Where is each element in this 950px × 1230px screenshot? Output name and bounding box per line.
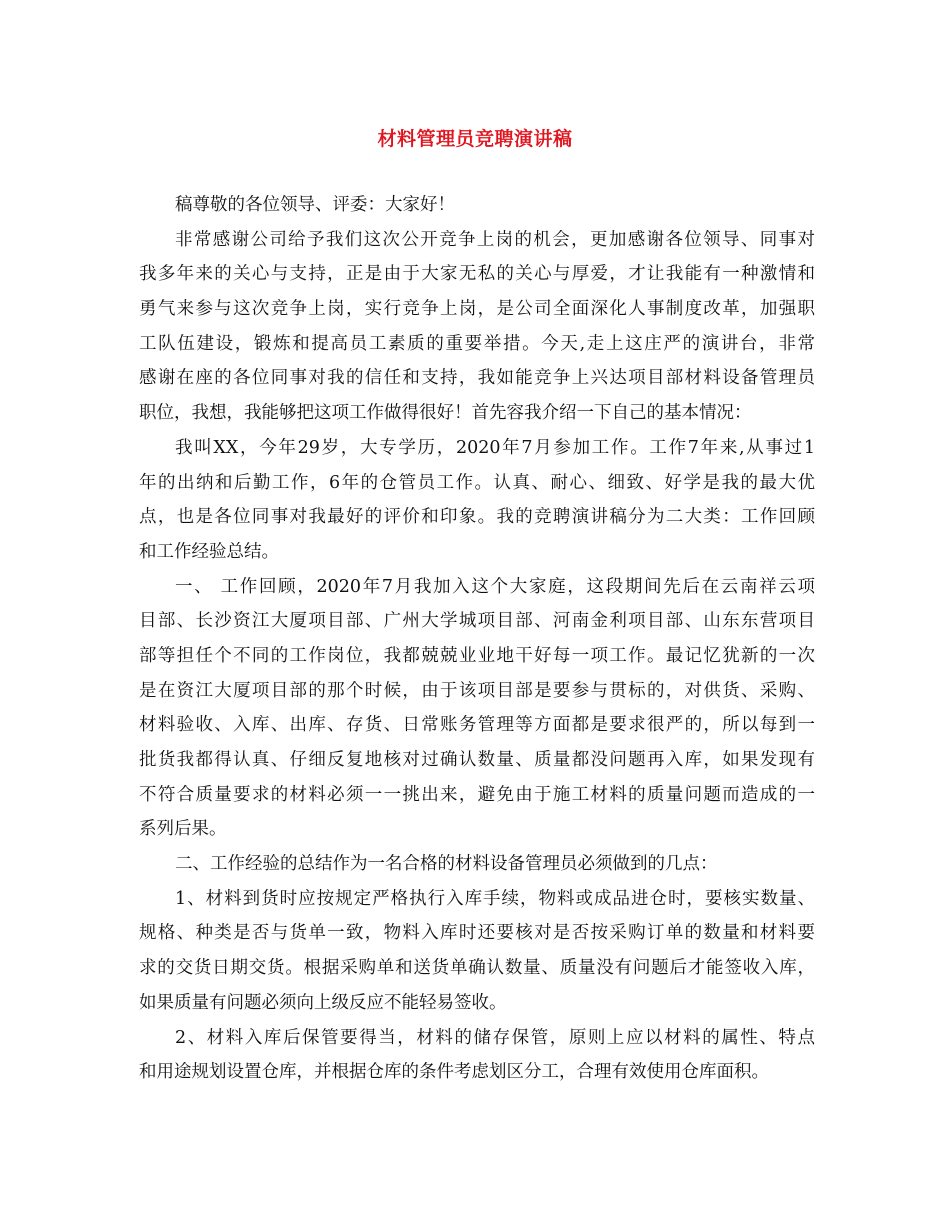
paragraph-line: 年的出纳和后勤工作，6年的仓管员工作。认真、耐心、细致、好学是我的最大优 <box>139 472 815 493</box>
paragraph-line: 点，也是各位同事对我最好的评价和印象。我的竞聘演讲稿分为二大类：工作回顾 <box>139 507 815 528</box>
document-body <box>139 188 815 1090</box>
paragraph-line: 我叫XX，今年29岁，大专学历，2020年7月参加工作。工作7年来,从事过1 <box>175 437 815 458</box>
paragraph-line: 勇气来参与这次竞争上岗，实行竞争上岗，是公司全面深化人事制度改革，加强职 <box>139 299 815 320</box>
paragraph-line: 一、 工作回顾，2020年7月我加入这个大家庭，这段期间先后在云南祥云项 <box>175 576 815 597</box>
paragraph-line: 批货我都得认真、仔细反复地核对过确认数量、质量都没问题再入库，如果发现有 <box>139 750 815 770</box>
paragraph-line: 规格、种类是否与货单一致，物料入库时还要核对是否按采购订单的数量和材料要 <box>139 923 815 944</box>
paragraph-line: 我多年来的关心与支持，正是由于大家无私的关心与厚爱，才让我能有一种激情和 <box>139 264 815 285</box>
paragraph-line: 材料验收、入库、出库、存货、日常账务管理等方面都是要求很严的，所以每到一 <box>139 715 815 736</box>
paragraph-line: 和工作经验总结。 <box>139 541 279 562</box>
document-title: 材料管理员竞聘演讲稿 <box>377 128 573 150</box>
paragraph-line: 1、材料到货时应按规定严格执行入库手续，物料或成品进仓时，要核实数量、 <box>175 888 815 909</box>
paragraph-line: 工队伍建设，锻炼和提高员工素质的重要举措。今天,走上这庄严的演讲台，非常 <box>139 333 815 354</box>
greeting-line: 稿尊敬的各位领导、评委：大家好！ <box>175 195 455 215</box>
paragraph-line: 非常感谢公司给予我们这次公开竞争上岗的机会，更加感谢各位领导、同事对 <box>175 229 815 250</box>
paragraph-line: 是在资江大厦项目部的那个时候，由于该项目部是要参与贯标的，对供货、采购、 <box>139 680 815 701</box>
paragraph-line: 二、工作经验的总结作为一名合格的材料设备管理员必须做到的几点： <box>175 854 718 875</box>
paragraph-line: 部等担任个不同的工作岗位，我都兢兢业业地干好每一项工作。最记忆犹新的一次 <box>139 645 815 666</box>
paragraph-line: 系列后果。 <box>139 819 227 840</box>
paragraph-line: 求的交货日期交货。根据采购单和送货单确认数量、质量没有问题后才能签收入库， <box>139 958 815 979</box>
paragraph-line: 如果质量有问题必须向上级反应不能轻易签收。 <box>139 992 507 1013</box>
paragraph-line: 不符合质量要求的材料必须一一挑出来，避免由于施工材料的质量问题而造成的一 <box>139 784 815 805</box>
paragraph-line: 感谢在座的各位同事对我的信任和支持，我如能竞争上兴达项目部材料设备管理员 <box>139 368 815 389</box>
paragraph-line: 2、材料入库后保管要得当，材料的储存保管，原则上应以材料的属性、特点 <box>175 1027 815 1048</box>
paragraph-line: 目部、长沙资江大厦项目部、广州大学城项目部、河南金利项目部、山东东营项目 <box>139 611 815 632</box>
paragraph-line: 职位，我想，我能够把这项工作做得很好！首先容我介绍一下自己的基本情况： <box>139 403 752 424</box>
paragraph-line: 和用途规划设置仓库，并根据仓库的条件考虑划区分工，合理有效使用仓库面积。 <box>139 1062 769 1083</box>
